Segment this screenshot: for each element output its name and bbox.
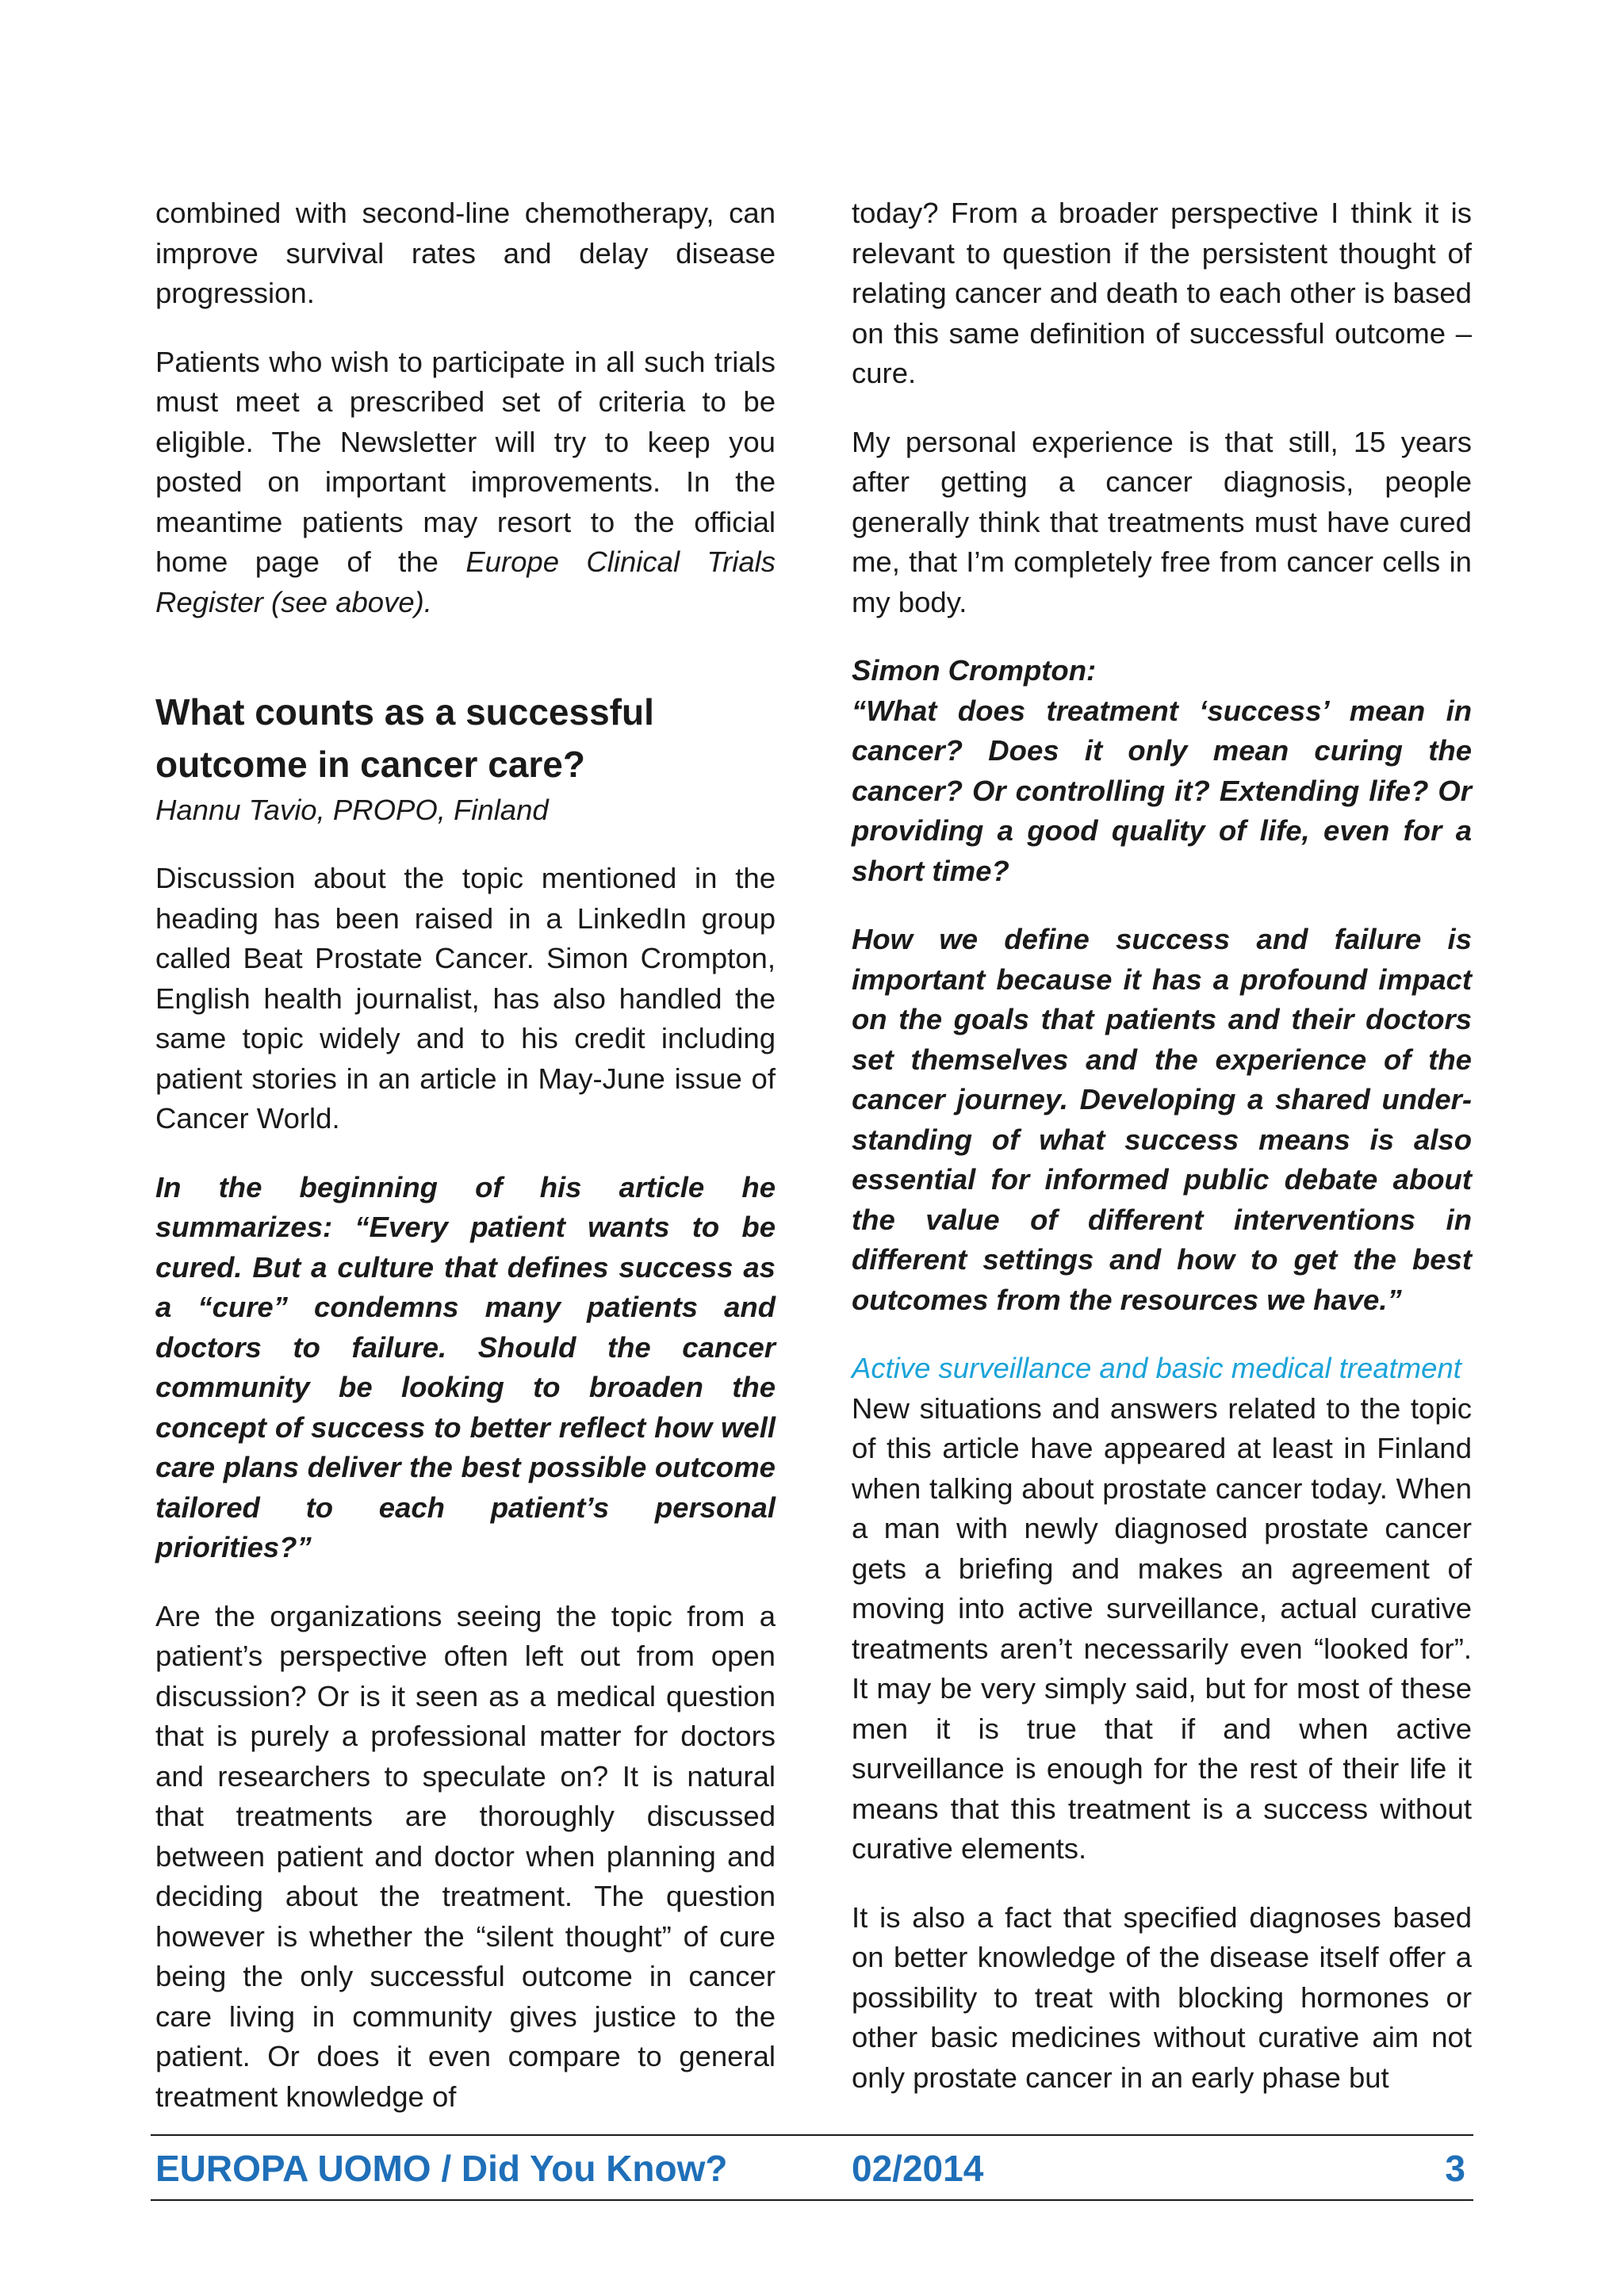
paragraph: today? From a broader perspective I think it is relevant to question if the persistent thought of relating cancer and death to each other is based on this same definition of successful outcome – cure. — [852, 197, 1472, 389]
page-number: 3 — [1445, 2148, 1465, 2189]
article-byline: Hannu Tavio, PROPO, Finland — [155, 794, 549, 826]
footer-bottom-rule — [151, 2199, 1473, 2201]
quote-attribution: Simon Crompton: — [852, 654, 1097, 687]
paragraph: Discussion about the topic mentioned in the heading has been raised in a LinkedIn group called Beat Prostate Cancer. Simon Crompton, English health journalist, has also handled the same topic widely and to his credit including patient stories in an article in May-June issue of Cancer World. — [155, 862, 776, 1135]
paragraph: Are the organizations seeing the topic from a patient’s perspective often left out from open discussion? Or is it seen as a medical question that is purely a professional matter for doctors and researchers to speculate on? It is natural that treatments are thoroughly discussed between patient and doctor when planning and deciding about the treatment. The question however is whether the “silent thought” of cure being the only successful outcome in cancer care living in community gives justice to the patient. Or does it even compare to general treatment knowledge of — [155, 1599, 776, 2113]
footer-title: EUROPA UOMO / Did You Know? — [155, 2148, 728, 2189]
paragraph: It is also a fact that specified diagnoses based on better knowledge of the disease itself offer a possibility to treat with blocking hormones or other basic medicines without curative aim not only prostate cancer in an early phase but — [852, 1900, 1472, 2094]
paragraph: My personal experience is that still, 15 years after getting a cancer diagnosis, people generally think that treatments must have cured me, that I’m completely free from cancer cells in my body. — [852, 425, 1472, 618]
left-column — [155, 193, 776, 2117]
quote-paragraph: In the beginning of his article he summarizes: “Every patient wants to be cured. But a culture that defines success as a “cure” condemns many patients and doctors to failure. Should the cancer community be looking to broaden the concept of success to better reflect how well care plans deliver the best possible outcome tailored to each patient’s personal priorities?” — [155, 1170, 776, 1563]
footer-top-rule — [151, 2134, 1473, 2136]
section-subheading: Active surveillance and basic medical treatment — [852, 1352, 1461, 1384]
page-footer — [155, 2141, 1472, 2196]
article-heading: What counts as a successful outcome in cancer care? — [155, 691, 654, 785]
paragraph — [155, 342, 776, 623]
paragraph-text: Patients who wish to participate in all such trials must meet a prescribed set of criteria to be eligible. The Newsletter will try to keep you posted on important improvements. In the meantime patients may resort to the official home page of the — [155, 345, 776, 578]
register-reference: Europe Clinical Trials Register (see above). — [155, 545, 776, 618]
quote-paragraph: How we define success and failure is important because it has a profound impact on the goals that patients and their doctors set themselves and the experience of the cancer journey. Developing a shared under-standing of what success means is also essential for informed public debate about the value of different interventions in different settings and how to get the best outcomes from the resources we have.” — [852, 923, 1472, 1316]
quote-paragraph: “What does treatment ‘success’ mean in cancer? Does it only mean curing the cancer? Or controlling it? Extending life? Or providing a good quality of life, even for a short time? — [852, 694, 1472, 887]
footer-issue: 02/2014 — [852, 2148, 984, 2189]
paragraph: New situations and answers related to the topic of this article have appeared at least in Finland when talking about prostate cancer today. When a man with newly diagnosed prostate cancer gets a briefing and makes an agreement of moving into active surveillance, actual curative treatments aren’t necessarily even “looked for”. It may be very simply said, but for most of these men it is true that if and when active surveillance is enough for the rest of their life it means that this treatment is a success without curative elements. — [852, 1391, 1472, 1865]
paragraph: combined with second-line chemotherapy, can improve survival rates and delay disease progression. — [155, 197, 776, 309]
right-column — [852, 193, 1472, 2098]
